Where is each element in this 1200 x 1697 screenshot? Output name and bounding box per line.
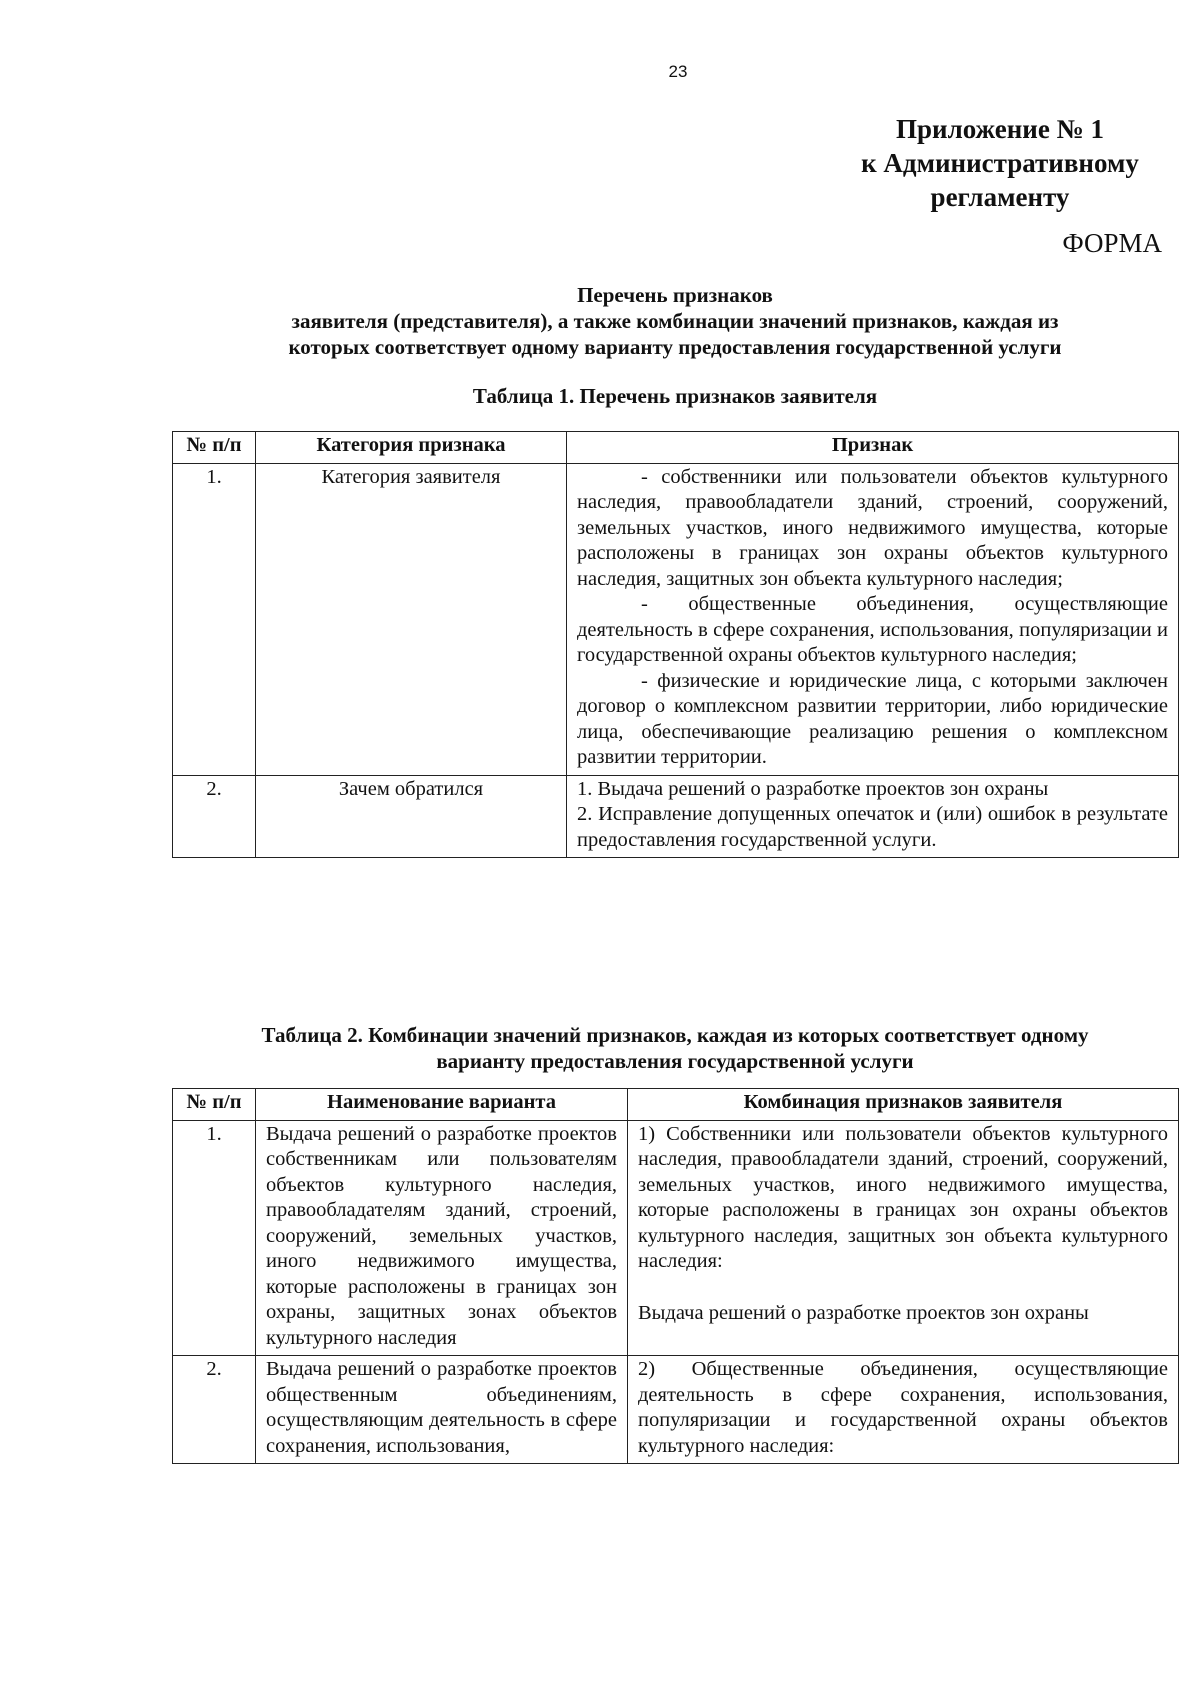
combination-text: Выдача решений о разработке проектов зон охраны [638,1301,1089,1324]
table2-header-variant: Наименование варианта [256,1089,628,1121]
title-line-2: заявителя (представителя), а также комбинации значений признаков, каждая из [291,309,1059,333]
table1-header-sign: Признак [567,432,1179,464]
table1-header-category: Категория признака [256,432,567,464]
table1-row2-category: Зачем обратился [256,775,567,858]
appendix-heading [820,112,1180,214]
table1-header-row [173,432,1179,464]
table2-row1-num: 1. [173,1120,256,1356]
title-line-1: Перечень признаков [577,283,773,307]
table1-row1-category: Категория заявителя [256,463,567,775]
sign-item: 1. Выдача решений о разработке проектов зон охраны [577,777,1049,800]
table2-header-combination: Комбинация признаков заявителя [628,1089,1179,1121]
table1-row2-signs [567,775,1179,858]
table2-row2-num: 2. [173,1356,256,1464]
form-label: ФОРМА [1062,228,1162,258]
table1-row1-signs [567,463,1179,775]
sign-item: - общественные объединения, осуществляющие деятельность в сфере сохранения, использования, популяризации и государственной охраны объектов культурного наследия; [577,593,1168,666]
sign-item: - физические и юридические лица, с которыми заключен договор о комплексном развитии территории, либо юридические лица, обеспечивающие реализацию решения о комплексном развитии территории. [577,669,1168,768]
table-row [173,463,1179,775]
table2-caption-line-1: Таблица 2. Комбинации значений признаков, каждая из которых соответствует одному [261,1023,1089,1047]
table1 [172,431,1179,858]
table-row [173,775,1179,858]
appendix-line-1: Приложение № 1 [896,114,1104,144]
table-row [173,1356,1179,1464]
table2-row1-combination [628,1120,1179,1356]
table2-header-row [173,1089,1179,1121]
table2-caption [170,1022,1180,1074]
sign-item: - собственники или пользователи объектов культурного наследия, правообладатели зданий, строений, сооружений, земельных участков, иного недвижимого имущества, которые расположены в границах зон охраны объектов культурного наследия, защитных зон объекта культурного наследия; [577,465,1168,590]
title-line-3: которых соответствует одному варианту предоставления государственной услуги [288,335,1062,359]
table1-row1-num: 1. [173,463,256,775]
appendix-line-3: регламенту [930,182,1070,212]
table2 [172,1088,1179,1464]
table2-row2-variant: Выдача решений о разработке проектов общественным объединениям, осуществляющим деятельность в сфере сохранения, использования, [256,1356,628,1464]
appendix-line-2: к Административному [861,148,1139,178]
combination-text: 1) Собственники или пользователи объектов культурного наследия, правообладатели зданий, строений, сооружений, земельных участков, иного недвижимого имущества, которые расположены в границах зон охраны объектов культурного наследия, защитных зон объекта культурного наследия: [638,1122,1168,1272]
table2-caption-line-2: варианту предоставления государственной услуги [436,1049,914,1073]
document-title [170,282,1180,360]
table2-header-num: № п/п [173,1089,256,1121]
page-number: 23 [668,62,688,81]
table2-row2-combination: 2) Общественные объединения, осуществляющие деятельность в сфере сохранения, использования, популяризации и государственной охраны объектов культурного наследия: [628,1356,1179,1464]
table1-caption: Таблица 1. Перечень признаков заявителя [472,384,878,408]
table1-header-num: № п/п [173,432,256,464]
table2-row1-variant: Выдача решений о разработке проектов собственникам или пользователям объектов культурного наследия, правообладателям зданий, строений, сооружений, земельных участков, иного недвижимого имущества, которые расположены в границах зон охраны, защитных зонах объектов культурного наследия [256,1120,628,1356]
table-row [173,1120,1179,1356]
table1-row2-num: 2. [173,775,256,858]
paragraph-gap [638,1275,1168,1301]
sign-item: 2. Исправление допущенных опечаток и (или) ошибок в результате предоставления государственной услуги. [577,803,1168,851]
